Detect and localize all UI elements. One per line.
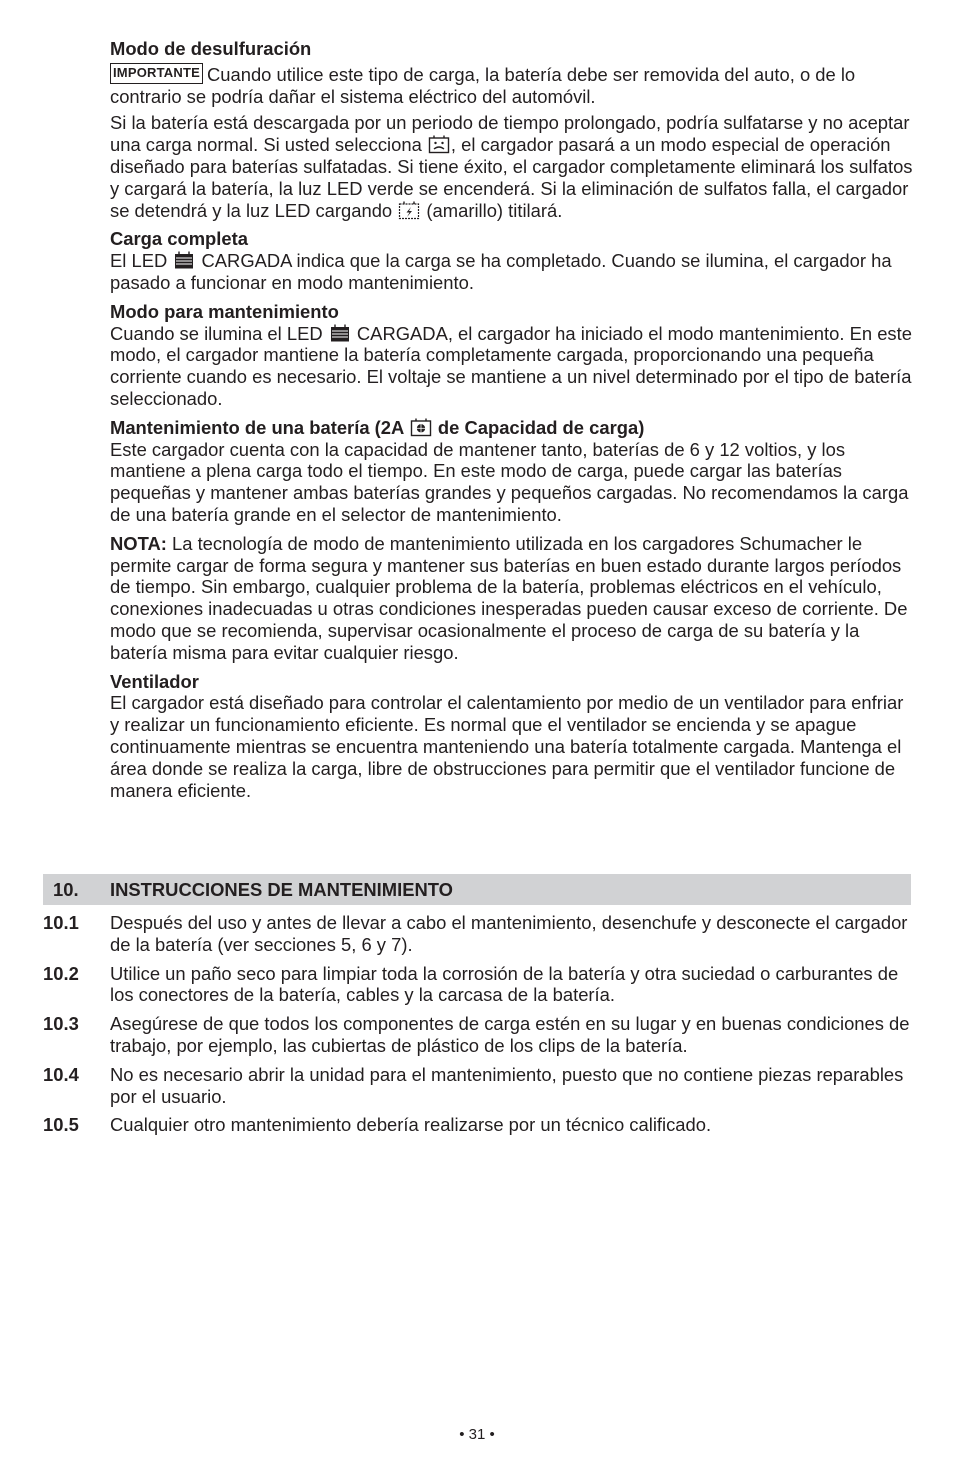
note-label: NOTA: — [110, 532, 167, 554]
note-section — [110, 533, 915, 664]
desulfation-text-a: Si la batería está descargada por un periodo de tiempo prolongado, podría sulfatarse y no aceptar una carga normal. Si usted selecciona — [110, 112, 910, 156]
desulfation-text-b: , el cargador pasará a un modo especial de operación diseñado para baterías sulfatadas. Si tiene éxito, el cargador completamente eliminará los sulfatos y cargará la batería, la luz LED verde se encenderá. Si la eliminación de sulfatos falla, el cargador se detendrá y la luz LED cargando — [110, 134, 913, 221]
fan-heading: Ventilador — [110, 670, 199, 692]
battery-maint-heading — [110, 417, 915, 439]
list-item — [43, 1114, 911, 1136]
note-text: La tecnología de modo de mantenimiento utilizada en los cargadores Schumacher le permite cargar de forma segura y mantener sus baterías en buen estado durante largos períodos de tiempo. Sin embargo, cualquier problema de la batería, problemas eléctricos en el vehículo, conexiones inadecuadas u otras condiciones inesperadas pueden causar exceso de corriente. De modo que se recomienda, supervisar ocasionalmente el proceso de carga de su batería y la batería misma para evitar cualquier riesgo. — [110, 532, 908, 663]
item-number: 10.4 — [43, 1063, 79, 1085]
desulfation-text-c: (amarillo) titilará. — [426, 199, 563, 221]
desulfation-heading: Modo de desulfuración — [110, 38, 312, 59]
note-paragraph — [110, 533, 915, 664]
complete-text-a: El LED — [110, 250, 168, 272]
complete-paragraph — [110, 250, 915, 294]
battery-maint-section — [110, 417, 915, 526]
item-text: Utilice un paño seco para limpiar toda la corrosión de la batería y otra suciedad o carburantes de los conectores de la batería, cables y la carcasa de la batería. — [110, 962, 899, 1006]
page-number: • 31 • — [459, 1426, 495, 1443]
important-text: Cuando utilice este tipo de carga, la batería debe ser removida del auto, o de lo contrario se podría dañar el sistema eléctrico del automóvil. — [110, 63, 856, 107]
item-number: 10.5 — [43, 1114, 79, 1136]
list-item — [43, 1013, 911, 1057]
item-number: 10.2 — [43, 962, 79, 984]
charged-led-icon — [329, 323, 351, 343]
list-item — [43, 912, 911, 956]
maintain-paragraph — [110, 323, 915, 410]
important-badge: IMPORTANTE — [110, 63, 203, 84]
item-text: Cualquier otro mantenimiento debería realizarse por un técnico calificado. — [110, 1114, 712, 1136]
maintain-text-a: Cuando se ilumina el LED — [110, 322, 323, 344]
item-text: Asegúrese de que todos los componentes de carga estén en su lugar y en buenas condiciones de trabajo, por ejemplo, las cubiertas de plástico de los clips de la batería. — [110, 1013, 910, 1056]
complete-heading: Carga completa — [110, 228, 248, 250]
desulfation-paragraph — [110, 112, 915, 221]
fan-paragraph: El cargador está diseñado para controlar el calentamiento por medio de un ventilador para enfriar y realizar un funcionamiento eficiente. Es normal que el ventilador se encienda y se apague continuamente mientras se encuentra manteniendo una batería totalmente cargada. Mantenga el área donde se realiza la carga, libre de obstrucciones para permitir que el ventilador funcione de manera eficiente. — [110, 692, 904, 801]
maintain-section — [110, 301, 915, 410]
maintain-text-b: CARGADA, el cargador ha iniciado el modo mantenimiento. En este modo, el cargador mantiene la batería completamente cargada, proporcionando una pequeña corriente cuando es necesario. El voltaje se mantiene a un nivel determinado por el tipo de batería seleccionado. — [110, 322, 912, 409]
desulfation-mode-icon — [428, 134, 450, 154]
complete-section — [110, 228, 915, 293]
list-item — [43, 963, 911, 1007]
list-item — [43, 1064, 911, 1108]
main-content — [110, 38, 915, 808]
desulfation-section — [110, 38, 915, 221]
important-paragraph — [110, 63, 915, 108]
item-text: No es necesario abrir la unidad para el mantenimiento, puesto que no contiene piezas reparables por el usuario. — [110, 1063, 904, 1107]
battery-maint-paragraph: Este cargador cuenta con la capacidad de mantener tanto, baterías de 6 y 12 voltios, y los mantiene a plena carga todo el tiempo. En este modo de carga, puede cargar las baterías pequeñas y mantener ambas baterías grandes y pequeños cargadas. No recomendamos la carga de una batería grande en el selector de mantenimiento. — [110, 438, 909, 525]
section-title: INSTRUCCIONES DE MANTENIMIENTO — [110, 879, 453, 900]
battery-maint-title-b: de Capacidad de carga) — [437, 416, 645, 438]
section-number: 10. — [53, 879, 79, 900]
charged-led-icon — [173, 250, 195, 270]
fan-section — [110, 671, 915, 802]
section-heading-bar — [43, 874, 911, 905]
item-number: 10.1 — [43, 912, 79, 933]
battery-maint-title-a: Mantenimiento de una batería (2A — [110, 416, 404, 438]
battery-maintain-icon — [410, 417, 432, 437]
maintenance-list — [43, 912, 911, 1143]
item-text: Después del uso y antes de llevar a cabo el mantenimiento, desenchufe y desconecte el cargador de la batería (ver secciones 5, 6 y 7). — [110, 912, 908, 955]
item-number: 10.3 — [43, 1013, 79, 1035]
complete-text-b: CARGADA indica que la carga se ha completado. Cuando se ilumina, el cargador ha pasado a funcionar en modo mantenimiento. — [110, 250, 892, 293]
charging-led-icon — [398, 200, 420, 220]
maintain-heading: Modo para mantenimiento — [110, 300, 339, 322]
